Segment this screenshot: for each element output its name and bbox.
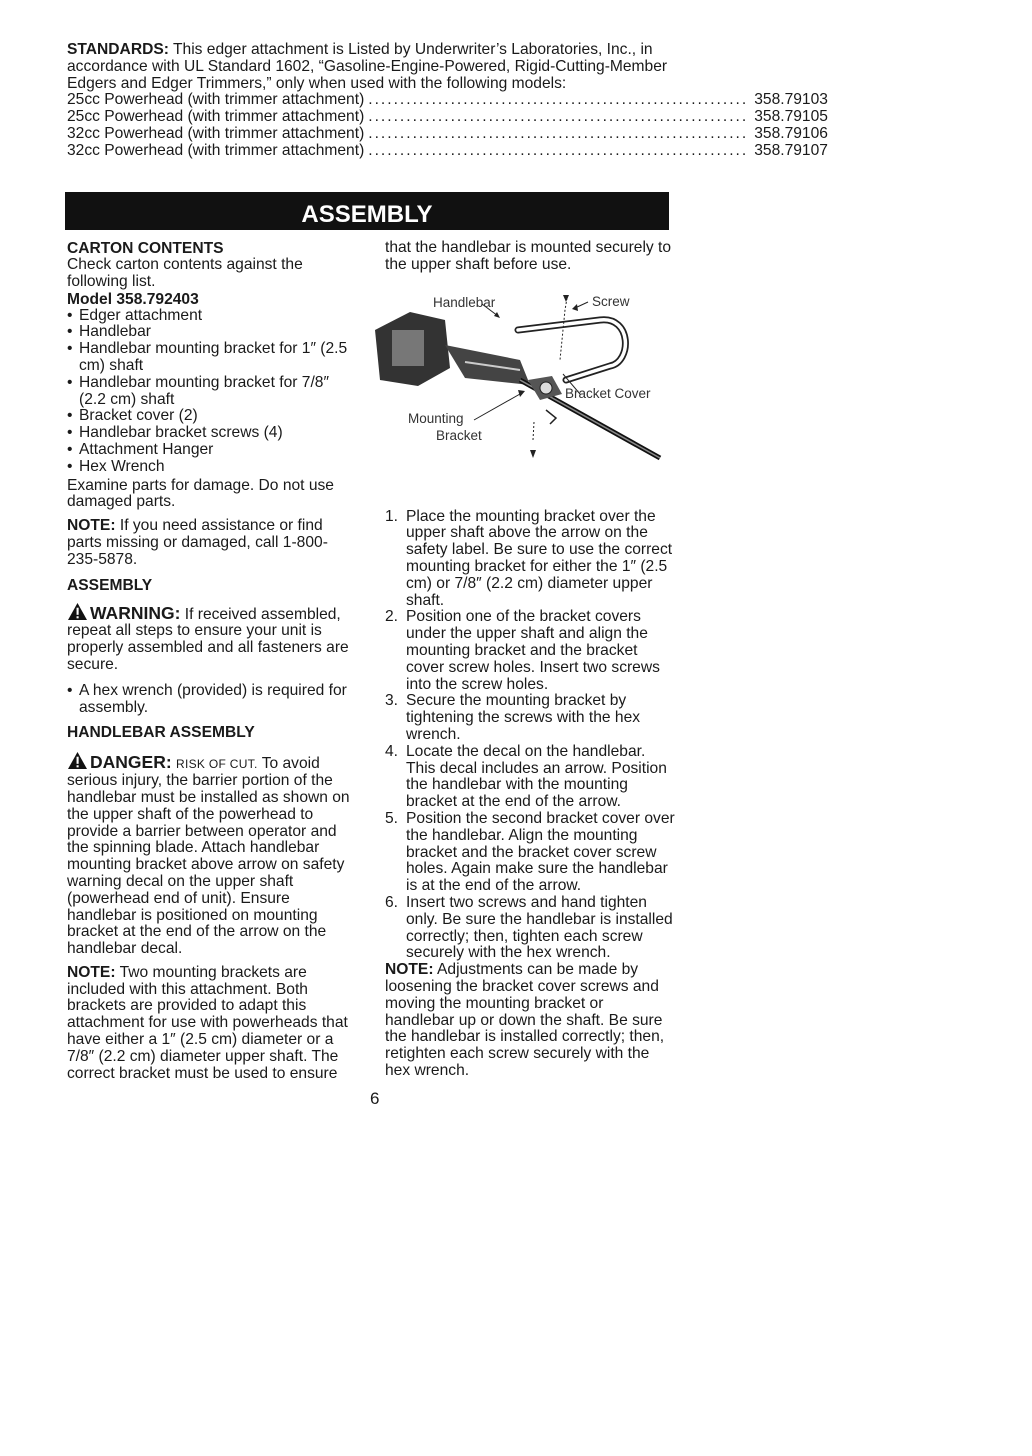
label-handlebar: Handlebar	[433, 295, 496, 310]
handlebar-note	[67, 965, 359, 1083]
model-number: Model 358.792403	[67, 290, 199, 308]
model-row	[67, 91, 828, 109]
dot-leader: ............................................................	[368, 141, 749, 159]
carton-item: • Attachment Hanger	[67, 442, 359, 459]
dot-leader: ............................................................	[368, 91, 749, 109]
step-text: Position the second bracket cover over the handlebar. Align the mounting bracket and the bracket cover screw holes. Again make sure the handlebar is at the end of the arrow.	[406, 809, 675, 895]
hex-wrench-note: • A hex wrench (provided) is required for assembly.	[67, 683, 359, 717]
handlebar-assembly-heading: HANDLEBAR ASSEMBLY	[67, 724, 255, 742]
handlebar-diagram	[370, 290, 670, 462]
step-number: 3.	[385, 692, 399, 710]
danger-text: To avoid serious injury, the barrier portion of the handlebar must be installed as shown on the upper shaft of the powerhead to provide a barrier between operator and the spinning blade. Attach handlebar mounting bracket above arrow on safety warning decal on the upper shaft (powerhead end of unit). Ensure handlebar is positioned on mounting bracket at the end of the arrow on the handlebar decal.	[67, 755, 350, 958]
carton-item: • Bracket cover (2)	[67, 408, 359, 425]
carton-item: • Handlebar bracket screws (4)	[67, 425, 359, 442]
model-description: 32cc Powerhead (with trimmer attachment)	[67, 124, 365, 142]
assembly-step	[385, 895, 675, 962]
carton-item: • Hex Wrench	[67, 459, 359, 476]
assembly-step	[385, 693, 675, 743]
step-number: 2.	[385, 608, 399, 626]
final-note	[385, 962, 675, 1080]
model-number-value: 358.79103	[754, 91, 828, 109]
assembly-steps	[385, 509, 675, 963]
model-row	[67, 108, 828, 126]
handlebar-note-continued: that the handlebar is mounted securely to the upper shaft before use.	[385, 239, 672, 273]
carton-items-list	[67, 308, 359, 476]
step-text: Secure the mounting bracket by tightening the screws with the hex wrench.	[406, 692, 641, 743]
assembly-bullets	[67, 683, 359, 717]
assembly-step	[385, 509, 675, 610]
label-screw: Screw	[592, 294, 630, 309]
examine-text: Examine parts for damage. Do not use damaged parts.	[67, 476, 334, 511]
left-column	[67, 240, 359, 1082]
label-bracket: Bracket	[436, 428, 482, 443]
handlebar-note-label: NOTE:	[67, 963, 116, 981]
carton-intro: Check carton contents against the following list.	[67, 256, 303, 290]
carton-note-text: If you need assistance or find parts missing or damaged, call 1-800-235-5878.	[67, 517, 328, 568]
step-text: Place the mounting bracket over the upper shaft above the arrow on the safety label. Be sure to use the correct mounting bracket for either the 1″ (2.5 cm) or 7/8″ (2.2 cm) diameter upper shaft.	[406, 507, 673, 609]
carton-note	[67, 518, 359, 568]
carton-contents-heading: CARTON CONTENTS	[67, 240, 224, 257]
dot-leader: ............................................................	[368, 108, 749, 126]
model-number-value: 358.79107	[754, 141, 828, 159]
standards-section	[67, 41, 828, 160]
danger-triangle-icon	[67, 751, 88, 770]
standards-label: STANDARDS:	[67, 41, 169, 58]
assembly-banner: ASSEMBLY	[65, 192, 669, 230]
standards-paragraph	[67, 42, 677, 92]
model-row	[67, 141, 828, 160]
step-text: Position one of the bracket covers under the upper shaft and align the mounting bracket and the bracket cover screw holes. Insert two screws into the screw holes.	[406, 608, 660, 693]
carton-item: • Edger attachment	[67, 308, 359, 325]
final-note-label: NOTE:	[385, 961, 434, 979]
warning-triangle-icon	[67, 602, 88, 621]
warning-text: If received assembled, repeat all steps to ensure your unit is properly assembled and all fasteners are secure.	[67, 605, 349, 673]
danger-risk: RISK OF CUT.	[176, 757, 258, 772]
step-number: 5.	[385, 809, 399, 827]
step-number: 1.	[385, 507, 399, 525]
model-description: 25cc Powerhead (with trimmer attachment)	[67, 108, 365, 126]
handlebar-note-text: Two mounting brackets are included with this attachment. Both brackets are provided to adapt this attachment for use with powerheads that have either a 1″ (2.5 cm) diameter or a 7/8″ (2.2 cm) diameter upper shaft. The correct bracket must be used to ensure	[67, 963, 348, 1082]
danger-word: DANGER:	[90, 752, 172, 773]
step-number: 6.	[385, 893, 399, 911]
model-number-value: 358.79105	[754, 108, 828, 126]
label-bracket-cover: Bracket Cover	[565, 386, 651, 401]
warning-block	[67, 602, 359, 674]
model-row	[67, 124, 828, 143]
powerhead-illustration	[375, 312, 530, 386]
model-description: 25cc Powerhead (with trimmer attachment)	[67, 91, 365, 109]
page-number: 6	[370, 1089, 380, 1108]
assembly-heading: ASSEMBLY	[67, 576, 153, 594]
model-number-value: 358.79106	[754, 124, 828, 142]
assembly-step	[385, 609, 675, 693]
carton-item: • Handlebar mounting bracket for 7/8″ (2.2 cm) shaft	[67, 375, 359, 409]
step-text: Insert two screws and hand tighten only. Be sure the handlebar is installed correctly; then, tighten each screw securely with the hex wrench.	[406, 893, 673, 962]
label-mounting: Mounting	[408, 411, 464, 426]
dot-leader: ............................................................	[368, 124, 749, 142]
step-text: Locate the decal on the handlebar. This decal includes an arrow. Position the handlebar with the mounting bracket at the end of the arrow.	[406, 742, 667, 811]
model-description: 32cc Powerhead (with trimmer attachment)	[67, 141, 365, 159]
models-list	[67, 91, 828, 159]
carton-item: • Handlebar	[67, 324, 359, 341]
final-note-text: Adjustments can be made by loosening the bracket cover screws and moving the mounting bracket or handlebar up or down the shaft. Be sure the handlebar is installed correctly; then, retighten each screw securely with the hex wrench.	[385, 961, 665, 1079]
warning-word: WARNING:	[90, 602, 181, 623]
danger-block	[67, 751, 359, 958]
assembly-step	[385, 811, 675, 895]
carton-note-label: NOTE:	[67, 517, 116, 535]
standards-text: This edger attachment is Listed by Underwriter’s Laboratories, Inc., in accordance with UL Standard 1602, “Gasoline-Engine-Powered, Rigid-Cutting-Member Edgers and Edger Trimmers,” only when used with the following models:	[67, 41, 668, 92]
assembly-step	[385, 744, 675, 811]
carton-item: • Handlebar mounting bracket for 1″ (2.5 cm) shaft	[67, 341, 359, 375]
step-number: 4.	[385, 742, 399, 760]
